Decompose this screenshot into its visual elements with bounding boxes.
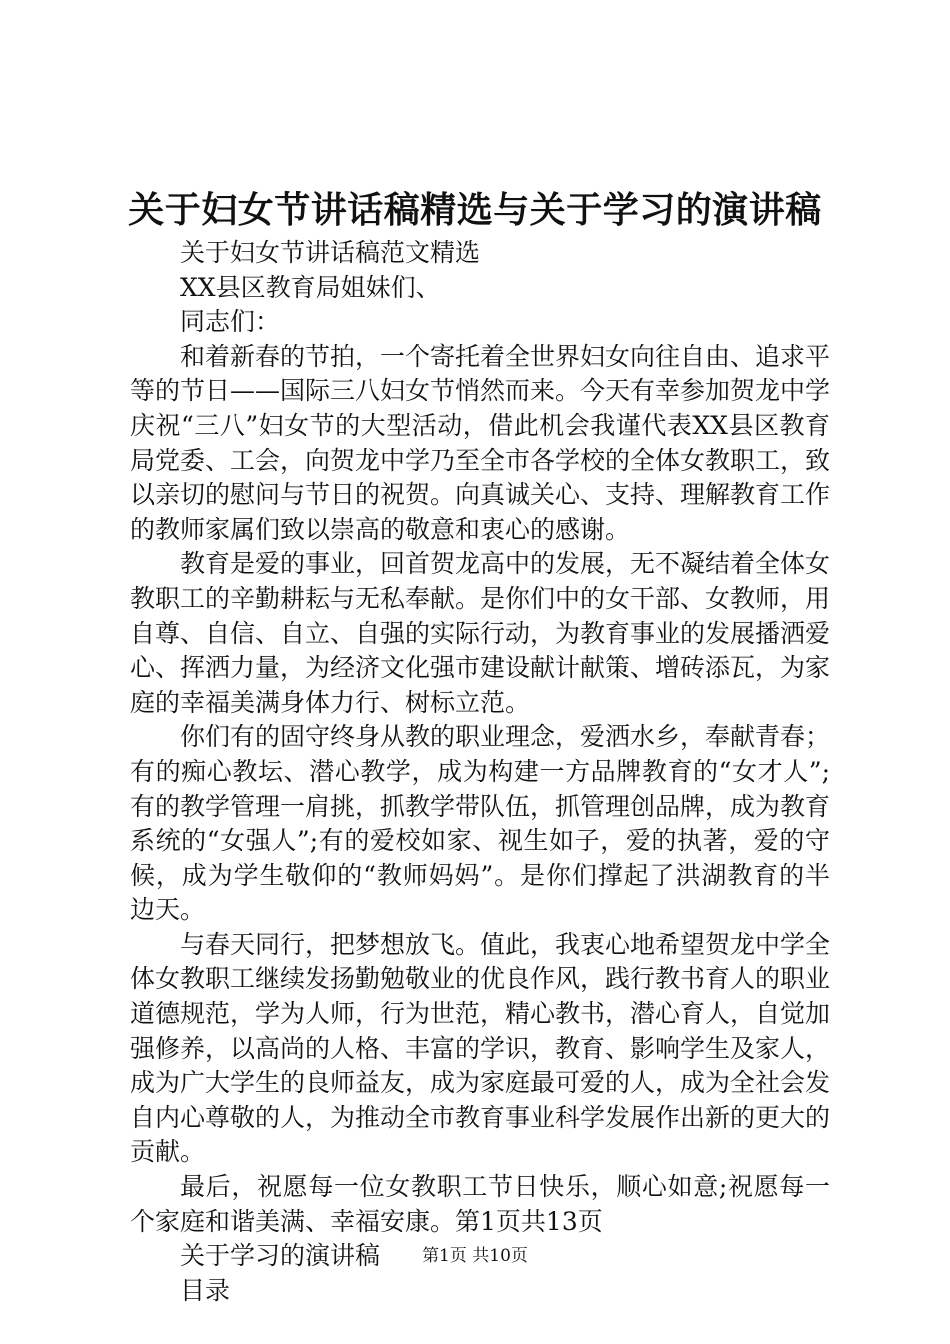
section-heading: 关于学习的演讲稿 <box>180 1241 381 1271</box>
paragraph: 与春天同行，把梦想放飞。值此，我衷心地希望贺龙中学全体女教职工继续发扬勤勉敬业的优良作风，践行教书育人的职业道德规范，学为人师，行为世范，精心教书，潜心育人，自觉加强修养，以高尚的人格、丰富的学识，教育、影响学生及家人，成为广大学生的良师益友，成为家庭最可爱的人，成为全社会发自内心尊敬的人，为推动全市教育事业科学发展作出新的更大的贡献。 <box>130 929 831 1167</box>
paragraph: 教育是爱的事业，回首贺龙高中的发展，无不凝结着全体女教职工的辛勤耕耘与无私奉献。是你们中的女干部、女教师，用自尊、自信、自立、自强的实际行动，为教育事业的发展播洒爱心、挥洒力量，为经济文化强市建设献计献策、增砖添瓦，为家庭的幸福美满身体力行、树标立范。 <box>130 549 831 717</box>
paragraph: 你们有的固守终身从教的职业理念，爱洒水乡，奉献青春；有的痴心教坛、潜心教学，成为构建一方品牌教育的“女才人”;有的教学管理一肩挑，抓教学带队伍，抓管理创品牌，成为教育系统的“女强人”;有的爱校如家、视生如子，爱的执著，爱的守候，成为学生敬仰的“教师妈妈”。是你们撑起了洪湖教育的半边天。 <box>130 722 831 925</box>
document-body <box>130 236 830 1308</box>
toc-heading: 目录 <box>180 1275 231 1305</box>
page-footer: 第1页 共10页 <box>422 1246 528 1266</box>
paragraph-subtitle: 关于妇女节讲话稿范文精选 <box>180 238 481 267</box>
paragraph-salutation-cont: 同志们： <box>180 307 281 337</box>
paragraph: 最后，祝愿每一位女教职工节日快乐，顺心如意;祝愿每一个家庭和谐美满、幸福安康。第1页共13页 <box>130 1172 830 1236</box>
paragraph-salutation: XX县区教育局姐妹们、 <box>180 272 441 302</box>
paragraph: 和着新春的节拍，一个寄托着全世界妇女向往自由、追求平等的节日——国际三八妇女节悄然而来。今天有幸参加贺龙中学庆祝“三八”妇女节的大型活动，借此机会我谨代表XX县区教育局党委、工会，向贺龙中学乃至全市各学校的全体女教职工，致以亲切的慰问与节日的祝贺。向真诚关心、支持、理解教育工作的教师家属们致以崇高的敬意和衷心的感谢。 <box>130 341 831 544</box>
document-title: 关于妇女节讲话稿精选与关于学习的演讲稿 <box>128 189 822 231</box>
